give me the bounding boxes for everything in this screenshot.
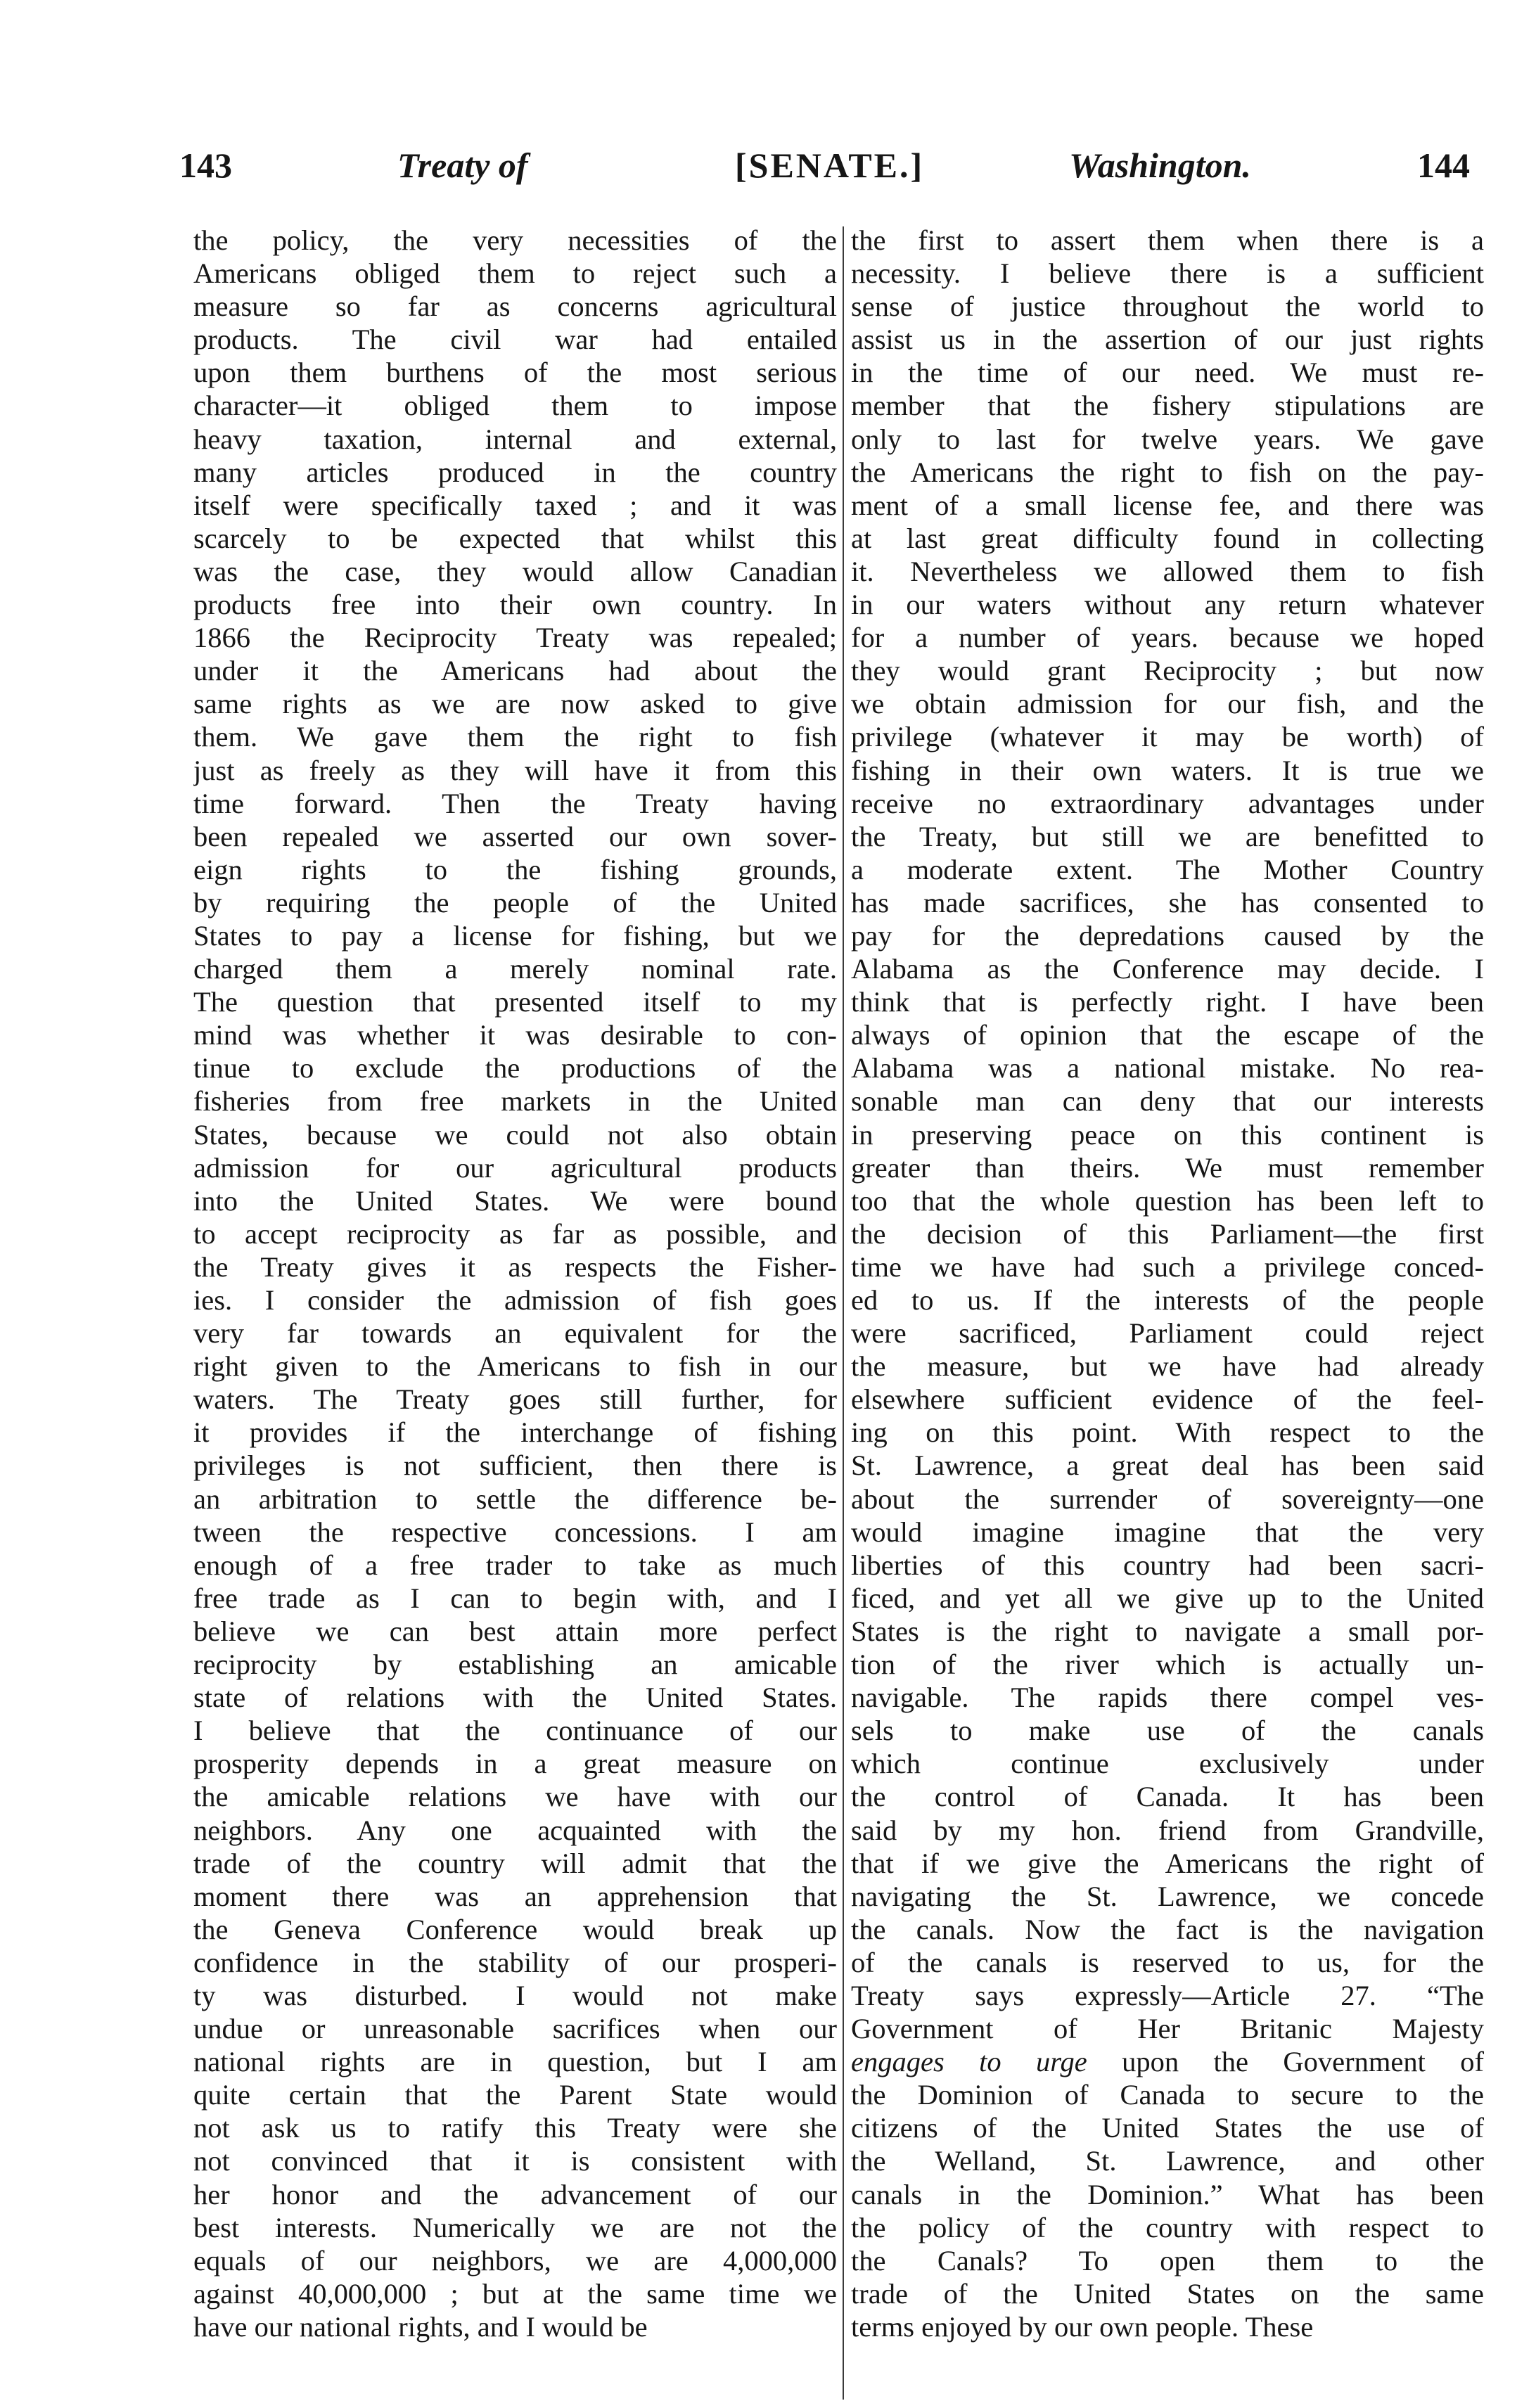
text-line: has made sacrifices, she has consented to — [851, 886, 1484, 918]
text-line: too that the whole question has been left to — [851, 1184, 1484, 1217]
column-divider — [843, 226, 844, 2400]
text-line: canals in the Dominion.” What has been — [851, 2178, 1484, 2210]
text-line: the Canals? To open them to the — [851, 2244, 1484, 2276]
text-line: into the United States. We were bound — [193, 1184, 837, 1217]
text-line: time forward. Then the Treaty having — [193, 787, 837, 819]
text-line: engages to urge upon the Government of — [851, 2046, 1484, 2078]
text-line: in the time of our need. We must re- — [851, 357, 1484, 389]
running-header — [179, 144, 1487, 200]
text-line: terms enjoyed by our own people. These — [851, 2310, 1314, 2343]
text-line: receive no extraordinary advantages under — [851, 787, 1484, 819]
text-line: fishing in their own waters. It is true we — [851, 754, 1484, 786]
header-title-center: [SENATE.] — [735, 146, 925, 185]
text-line: liberties of this country had been sacri- — [851, 1549, 1484, 1581]
text-line: ty was disturbed. I would not make — [193, 1979, 837, 2011]
text-line: the policy, the very necessities of the — [193, 224, 837, 256]
text-line: time we have had such a privilege conced- — [851, 1250, 1484, 1283]
text-line: navigable. The rapids there compel ves- — [851, 1682, 1484, 1714]
page-number-right: 144 — [1417, 146, 1470, 185]
text-line: have our national rights, and I would be — [193, 2310, 648, 2343]
text-line: Alabama as the Conference may decide. I — [851, 953, 1484, 985]
text-line: the amicable relations we have with our — [193, 1781, 837, 1813]
text-line: navigating the St. Lawrence, we concede — [851, 1880, 1484, 1912]
text-line: many articles produced in the country — [193, 456, 837, 488]
text-line: character—it obliged them to impose — [193, 390, 837, 422]
text-line: the Dominion of Canada to secure to the — [851, 2079, 1484, 2111]
text-line: member that the fishery stipulations are — [851, 390, 1484, 422]
page-number-left: 143 — [179, 146, 232, 185]
text-line: a moderate extent. The Mother Country — [851, 853, 1484, 885]
text-line: itself were specifically taxed ; and it was — [193, 489, 837, 521]
header-title-right: Washington. — [1069, 146, 1251, 185]
text-line: assist us in the assertion of our just rights — [851, 324, 1484, 356]
text-line: necessity. I believe there is a sufficient — [851, 257, 1484, 290]
text-line: an arbitration to settle the difference be- — [193, 1482, 837, 1515]
text-line: moment there was an apprehension that — [193, 1880, 837, 1912]
text-line: the Americans the right to fish on the pay- — [851, 456, 1484, 488]
text-line: at last great difficulty found in collecting — [851, 522, 1484, 554]
text-line: her honor and the advancement of our — [193, 2178, 837, 2210]
text-line: which continue exclusively under — [851, 1748, 1484, 1780]
text-line: Alabama was a national mistake. No rea- — [851, 1052, 1484, 1084]
text-line: the policy of the country with respect to — [851, 2211, 1484, 2243]
text-line: confidence in the stability of our prosperi- — [193, 1946, 837, 1978]
text-line: eign rights to the fishing grounds, — [193, 853, 837, 885]
text-line: fisheries from free markets in the United — [193, 1085, 837, 1117]
text-line: not ask us to ratify this Treaty were she — [193, 2112, 837, 2144]
text-line: States to pay a license for fishing, but we — [193, 919, 837, 952]
text-line: privileges is not sufficient, then there is — [193, 1449, 837, 1482]
text-line: not convinced that it is consistent with — [193, 2145, 837, 2177]
text-line: we obtain admission for our fish, and the — [851, 688, 1484, 720]
text-line: admission for our agricultural products — [193, 1151, 837, 1184]
text-line: citizens of the United States the use of — [851, 2112, 1484, 2144]
text-line: tinue to exclude the productions of the — [193, 1052, 837, 1084]
text-line: ficed, and yet all we give up to the United — [851, 1582, 1484, 1614]
text-line: ing on this point. With respect to the — [851, 1416, 1484, 1449]
text-line: tween the respective concessions. I am — [193, 1516, 837, 1548]
text-line: reciprocity by establishing an amicable — [193, 1648, 837, 1681]
text-line: they would grant Reciprocity ; but now — [851, 655, 1484, 687]
text-line: equals of our neighbors, we are 4,000,000 — [193, 2244, 837, 2276]
left-text-column — [193, 224, 837, 2343]
text-line: States is the right to navigate a small por- — [851, 1615, 1484, 1647]
text-line: Government of Her Britanic Majesty — [851, 2013, 1484, 2045]
text-line: said by my hon. friend from Grandville, — [851, 1814, 1484, 1846]
text-line: heavy taxation, internal and external, — [193, 423, 837, 455]
text-line: the control of Canada. It has been — [851, 1781, 1484, 1813]
text-line: national rights are in question, but I am — [193, 2046, 837, 2078]
text-line: for a number of years. because we hoped — [851, 622, 1484, 654]
text-line: prosperity depends in a great measure on — [193, 1748, 837, 1780]
text-line: privilege (whatever it may be worth) of — [851, 721, 1484, 753]
header-title-left: Treaty of — [397, 146, 528, 185]
text-line: best interests. Numerically we are not the — [193, 2211, 837, 2243]
text-line: only to last for twelve years. We gave — [851, 423, 1484, 455]
text-line: quite certain that the Parent State would — [193, 2079, 837, 2111]
text-line: of the canals is reserved to us, for the — [851, 1946, 1484, 1978]
text-line: pay for the depredations caused by the — [851, 919, 1484, 952]
text-line: the Geneva Conference would break up — [193, 1913, 837, 1945]
text-line: mind was whether it was desirable to con- — [193, 1019, 837, 1051]
text-line: were sacrificed, Parliament could reject — [851, 1317, 1484, 1350]
text-line: the measure, but we have had already — [851, 1350, 1484, 1383]
text-line: that if we give the Americans the right of — [851, 1847, 1484, 1879]
text-line: think that is perfectly right. I have been — [851, 986, 1484, 1018]
text-line: them. We gave them the right to fish — [193, 721, 837, 753]
text-line: in preserving peace on this continent is — [851, 1118, 1484, 1151]
text-line: under it the Americans had about the — [193, 655, 837, 687]
text-line: by requiring the people of the United — [193, 886, 837, 918]
text-line: trade of the United States on the same — [851, 2277, 1484, 2310]
text-line: ment of a small license fee, and there was — [851, 489, 1484, 521]
text-line: waters. The Treaty goes still further, for — [193, 1383, 837, 1416]
text-line: the decision of this Parliament—the first — [851, 1217, 1484, 1250]
text-line: tion of the river which is actually un- — [851, 1648, 1484, 1681]
text-line: I believe that the continuance of our — [193, 1715, 837, 1747]
text-line: about the surrender of sovereignty—one — [851, 1482, 1484, 1515]
text-line: to accept reciprocity as far as possible, and — [193, 1217, 837, 1250]
text-line: same rights as we are now asked to give — [193, 688, 837, 720]
text-line: was the case, they would allow Canadian — [193, 555, 837, 587]
right-text-column — [851, 224, 1484, 2343]
text-line: the first to assert them when there is a — [851, 224, 1484, 256]
text-line: against 40,000,000 ; but at the same time we — [193, 2277, 837, 2310]
text-line: the Welland, St. Lawrence, and other — [851, 2145, 1484, 2177]
text-line: charged them a merely nominal rate. — [193, 953, 837, 985]
text-line: products. The civil war had entailed — [193, 324, 837, 356]
text-line: would imagine imagine that the very — [851, 1516, 1484, 1548]
text-line: sels to make use of the canals — [851, 1715, 1484, 1747]
text-line: state of relations with the United States. — [193, 1682, 837, 1714]
text-line: States, because we could not also obtain — [193, 1118, 837, 1151]
text-line: trade of the country will admit that the — [193, 1847, 837, 1879]
text-line: been repealed we asserted our own sover- — [193, 820, 837, 852]
text-line: scarcely to be expected that whilst this — [193, 522, 837, 554]
text-line: 1866 the Reciprocity Treaty was repealed; — [193, 622, 837, 654]
text-line: just as freely as they will have it from this — [193, 754, 837, 786]
text-line: always of opinion that the escape of the — [851, 1019, 1484, 1051]
text-line: measure so far as concerns agricultural — [193, 290, 837, 323]
text-line: elsewhere sufficient evidence of the feel- — [851, 1383, 1484, 1416]
text-line: sonable man can deny that our interests — [851, 1085, 1484, 1117]
text-line: greater than theirs. We must remember — [851, 1151, 1484, 1184]
text-line: the Treaty, but still we are benefitted to — [851, 820, 1484, 852]
text-line: it. Nevertheless we allowed them to fish — [851, 555, 1484, 587]
text-line: right given to the Americans to fish in our — [193, 1350, 837, 1383]
text-line: products free into their own country. In — [193, 589, 837, 621]
text-line: sense of justice throughout the world to — [851, 290, 1484, 323]
text-line: in our waters without any return whatever — [851, 589, 1484, 621]
text-line: upon them burthens of the most serious — [193, 357, 837, 389]
text-line: undue or unreasonable sacrifices when our — [193, 2013, 837, 2045]
text-line: The question that presented itself to my — [193, 986, 837, 1018]
text-line: St. Lawrence, a great deal has been said — [851, 1449, 1484, 1482]
text-line: Treaty says expressly—Article 27. “The — [851, 1979, 1484, 2011]
text-line: the Treaty gives it as respects the Fisher- — [193, 1250, 837, 1283]
text-line: very far towards an equivalent for the — [193, 1317, 837, 1350]
text-line: ed to us. If the interests of the people — [851, 1284, 1484, 1316]
text-line: the canals. Now the fact is the navigation — [851, 1913, 1484, 1945]
text-line: neighbors. Any one acquainted with the — [193, 1814, 837, 1846]
text-line: enough of a free trader to take as much — [193, 1549, 837, 1581]
text-line: it provides if the interchange of fishing — [193, 1416, 837, 1449]
text-line: Americans obliged them to reject such a — [193, 257, 837, 290]
text-line: believe we can best attain more perfect — [193, 1615, 837, 1647]
text-line: free trade as I can to begin with, and I — [193, 1582, 837, 1614]
text-line: ies. I consider the admission of fish goes — [193, 1284, 837, 1316]
italic-phrase: engages to urge — [851, 2046, 1087, 2078]
